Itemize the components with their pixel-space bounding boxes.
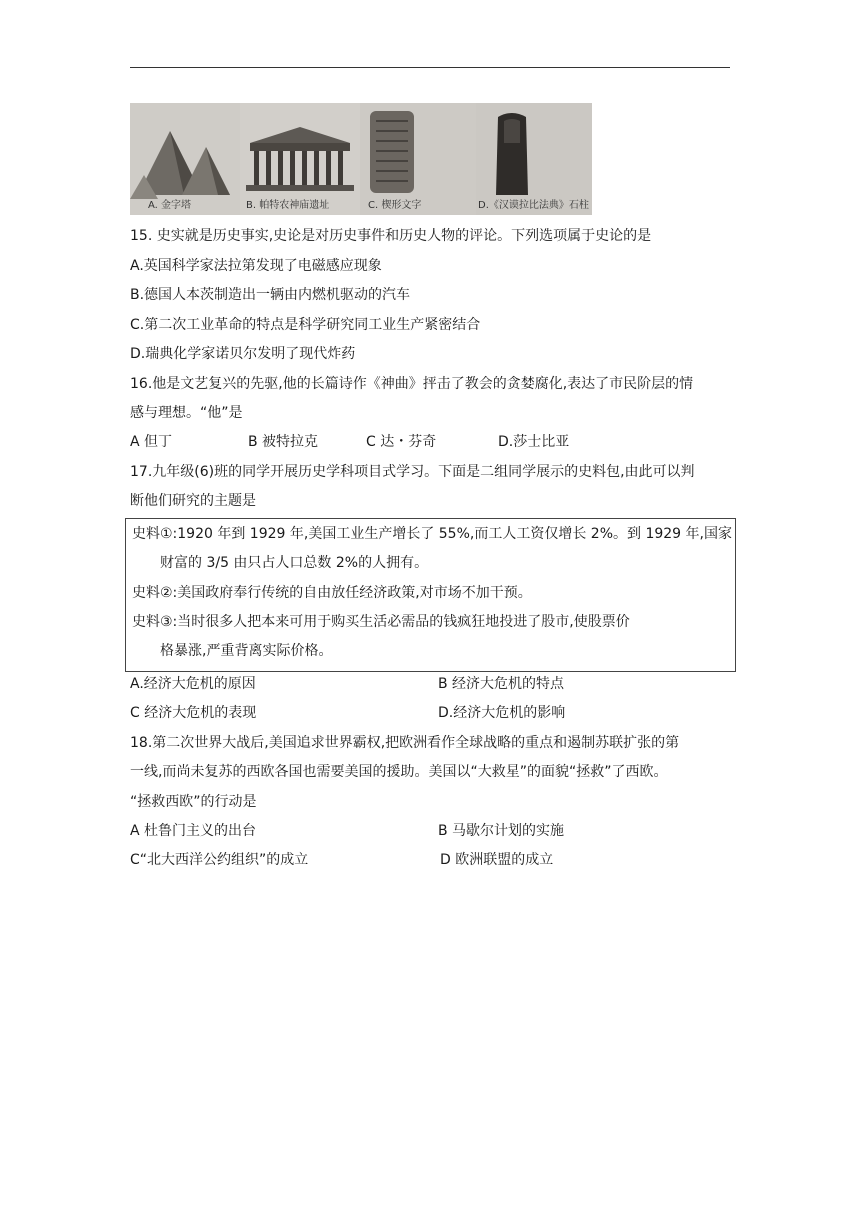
question-17-stem-line-1: 17.九年级(6)班的同学开展历史学科项目式学习。下面是二组同学展示的史料包,由此可以判 <box>130 464 695 480</box>
source-1-line-2: 财富的 3/5 由只占人口总数 2%的人拥有。 <box>160 555 429 571</box>
figure-caption-c: C. 楔形文字 <box>368 200 422 211</box>
figure-caption-a: A. 金字塔 <box>148 200 192 211</box>
question-14-figure <box>130 103 592 215</box>
source-3-line-1: 史料③:当时很多人把本来可用于购买生活必需品的钱疯狂地投进了股市,使股票价 <box>132 614 630 630</box>
question-15-option-d: D.瑞典化学家诺贝尔发明了现代炸药 <box>130 346 356 362</box>
question-18-stem-line-3: “拯救西欧”的行动是 <box>130 794 257 810</box>
question-17-option-b: B 经济大危机的特点 <box>438 676 565 692</box>
question-18-option-b: B 马歇尔计划的实施 <box>438 823 565 839</box>
question-18-stem-line-1: 18.第二次世界大战后,美国追求世界霸权,把欧洲看作全球战略的重点和遏制苏联扩张的第 <box>130 735 680 751</box>
question-17-stem-line-2: 断他们研究的主题是 <box>130 493 256 509</box>
question-15-option-b: B.德国人本茨制造出一辆由内燃机驱动的汽车 <box>130 287 411 303</box>
question-16-stem-line-1: 16.他是文艺复兴的先驱,他的长篇诗作《神曲》抨击了教会的贪婪腐化,表达了市民阶层的情 <box>130 376 694 392</box>
question-18-option-d: D 欧洲联盟的成立 <box>440 852 554 868</box>
source-1-line-1: 史料①:1920 年到 1929 年,美国工业生产增长了 55%,而工人工资仅增长 2%。到 1929 年,国家 <box>132 526 732 542</box>
question-17-option-d: D.经济大危机的影响 <box>438 705 566 721</box>
question-15-stem: 15. 史实就是历史事实,史论是对历史事件和历史人物的评论。下列选项属于史论的是 <box>130 228 652 244</box>
figure-caption-d: D.《汉谟拉比法典》石柱 <box>478 200 589 211</box>
header-rule <box>130 67 730 68</box>
source-3-line-2: 格暴涨,严重背离实际价格。 <box>160 643 333 659</box>
question-16-stem-line-2: 感与理想。“他”是 <box>130 405 243 421</box>
source-2: 史料②:美国政府奉行传统的自由放任经济政策,对市场不加干预。 <box>132 585 532 601</box>
source-materials-box <box>125 518 736 672</box>
question-18-stem-line-2: 一线,而尚未复苏的西欧各国也需要美国的援助。美国以“大救星”的面貌“拯救”了西欧。 <box>130 764 668 780</box>
stele-image <box>476 103 592 215</box>
parthenon-image <box>240 103 360 215</box>
question-18-option-a: A 杜鲁门主义的出台 <box>130 823 257 839</box>
cuneiform-image <box>360 103 476 215</box>
pyramids-image <box>130 103 240 215</box>
question-17-option-c: C 经济大危机的表现 <box>130 705 257 721</box>
question-15-option-a: A.英国科学家法拉第发现了电磁感应现象 <box>130 258 382 274</box>
question-16-option-a: A 但丁 <box>130 434 173 450</box>
question-16-option-b: B 被特拉克 <box>248 434 319 450</box>
question-16-option-d: D.莎士比亚 <box>498 434 570 450</box>
question-15-option-c: C.第二次工业革命的特点是科学研究同工业生产紧密结合 <box>130 317 481 333</box>
figure-caption-b: B. 帕特农神庙遗址 <box>246 200 330 211</box>
question-17-option-a: A.经济大危机的原因 <box>130 676 256 692</box>
question-18-option-c: C“北大西洋公约组织”的成立 <box>130 852 309 868</box>
question-16-option-c: C 达・芬奇 <box>366 434 437 450</box>
